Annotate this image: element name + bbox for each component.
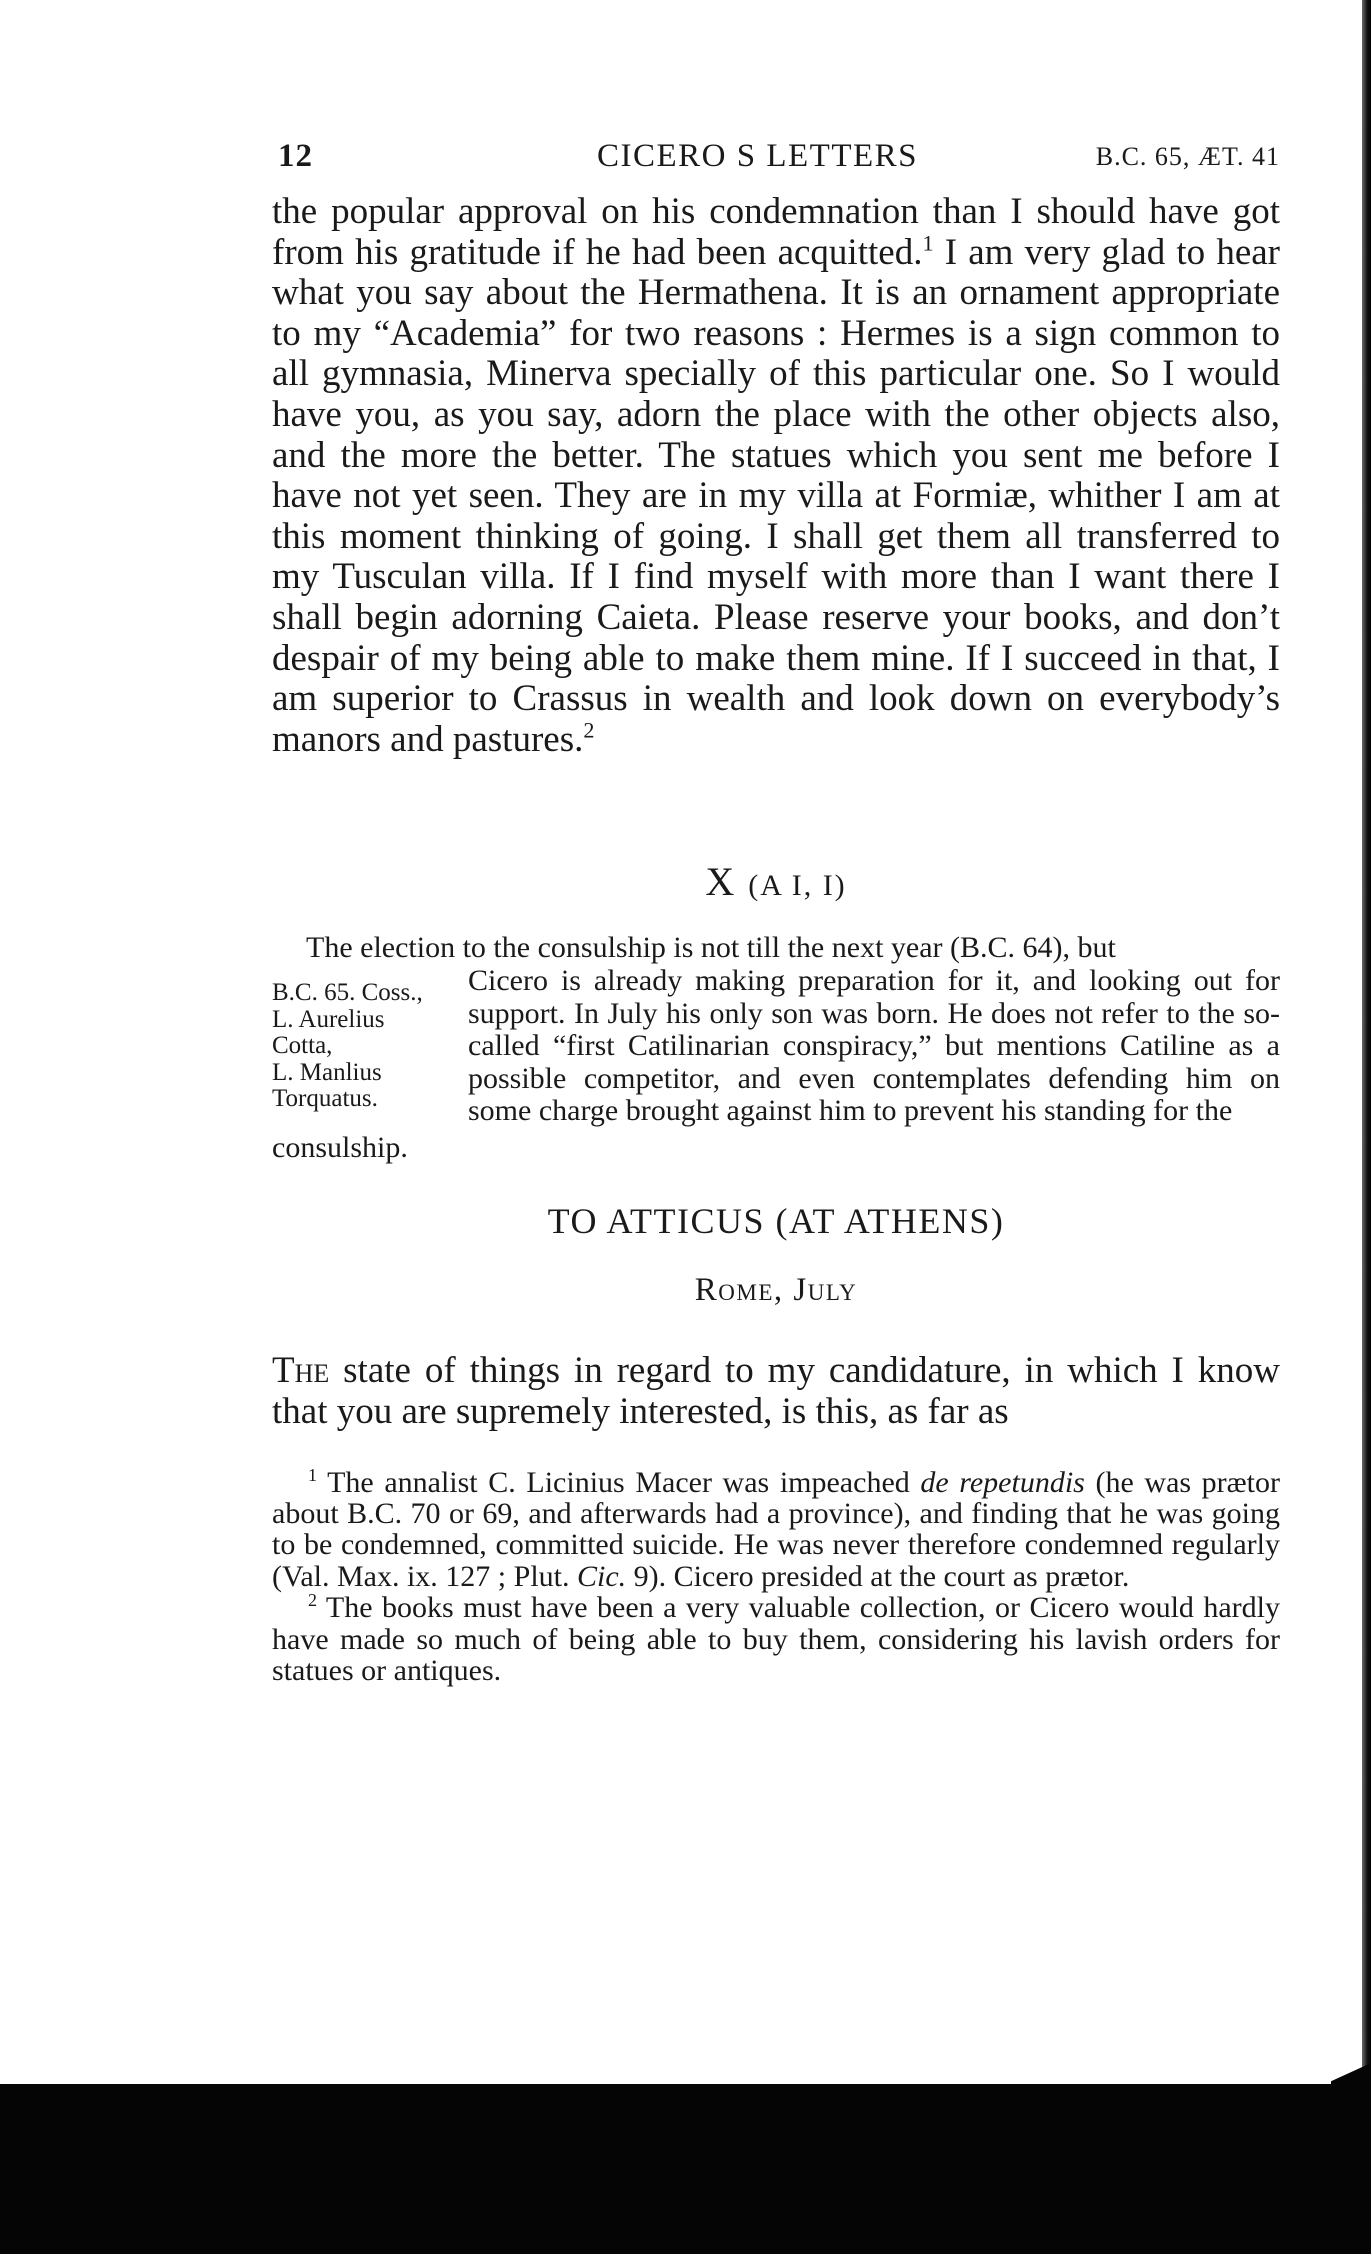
letter-introduction	[272, 932, 1280, 1164]
letter-number: X	[705, 859, 737, 905]
letter-addressee: TO ATTICUS (AT ATHENS)	[547, 1201, 1005, 1242]
footnote-text: (he was prætor about B.C. 70 or 69, and afterwards had a province), and finding that he was going to be condemned, committed suicide. He was never therefore condemned regularly (Val. Max. ix. 127 ; Plut.	[272, 1465, 1280, 1593]
footnote-text: 9). Cicero presided at the court as prætor.	[626, 1559, 1130, 1593]
footnotes	[272, 1464, 1280, 1688]
running-head	[272, 136, 1280, 192]
intro-main-text: Cicero is already making preparation for it, and looking out for support. In July his only son was born. He does not refer to the so-called “first Catilinarian conspiracy,” but mentions Catiline as a possible competitor, and even contemplates defending him on some charge brought against him to prevent his standing for the	[468, 963, 1280, 1128]
intro-last-line: consulship.	[272, 1130, 408, 1164]
letter-heading	[272, 858, 1280, 916]
sidenote-line: Torquatus.	[272, 1085, 378, 1113]
book-page	[272, 136, 1280, 1687]
intro-first-line: The election to the consulship is not till the next year (B.C. 64), but	[306, 931, 1116, 965]
letter-opening-paragraph	[272, 1351, 1280, 1432]
footnote-mark: 2	[308, 1590, 317, 1611]
scan-edge-bottom	[0, 2084, 1371, 2254]
sidenote-line: L. Aurelius	[272, 1005, 385, 1033]
footnote-mark: 1	[308, 1464, 317, 1485]
footnote-italic: Cic.	[577, 1559, 627, 1593]
letter-place-date: Rome, July	[694, 1272, 858, 1309]
running-date: B.C. 65, ÆT. 41	[1095, 142, 1280, 171]
running-title: CICERO S LETTERS	[597, 138, 919, 174]
letter-reference: (A I, I)	[748, 869, 847, 903]
continued-paragraph	[272, 192, 1280, 760]
sidenote-line: L. Manlius	[272, 1058, 382, 1086]
consuls-sidenote	[272, 980, 458, 1113]
opening-word: The	[272, 1350, 330, 1392]
footnote-text: The annalist C. Licinius Macer was impeached	[317, 1465, 921, 1499]
sidenote-line: Cotta,	[272, 1032, 333, 1060]
footnote-text: The books must have been a very valuable collection, or Cicero would hardly have made so much of being able to buy them, considering his lavish orders for statues or antiques.	[272, 1591, 1280, 1688]
footnote-ref-2: 2	[583, 717, 595, 743]
footnote-1	[272, 1464, 1280, 1593]
footnote-2	[272, 1592, 1280, 1686]
continued-text-a: the popular approval on his condemnation than I should have got from his gratitude if he had been acquitted.	[272, 191, 1280, 273]
scan-edge-right	[1362, 0, 1371, 2085]
footnote-ref-1: 1	[922, 230, 934, 256]
sidenote-line: B.C. 65. Coss.,	[272, 979, 423, 1007]
continued-text-b: I am very glad to hear what you say about the Hermathena. It is an ornament appropriate to my “Academia” for two reasons : Hermes is a sign common to all gymnasia, Minerva specially of this particular one. So I would have you, as you say, adorn the place with the other objects also, and the more the better. The statues which you sent me before I have not yet seen. They are in my villa at Formiæ, whither I am at this moment thinking of going. I shall get them all transferred to my Tusculan villa. If I find myself with more than I want there I shall begin adorning Caieta. Please reserve your books, and don’t despair of my being able to make them mine. If I succeed in that, I am superior to Crassus in wealth and look down on everybody’s manors and pastures.	[272, 231, 1280, 760]
page-number: 12	[278, 138, 313, 174]
opening-text: state of things in regard to my candidature, in which I know that you are supremely interested, is this, as far as	[272, 1350, 1280, 1433]
footnote-italic: de repetundis	[920, 1465, 1085, 1499]
